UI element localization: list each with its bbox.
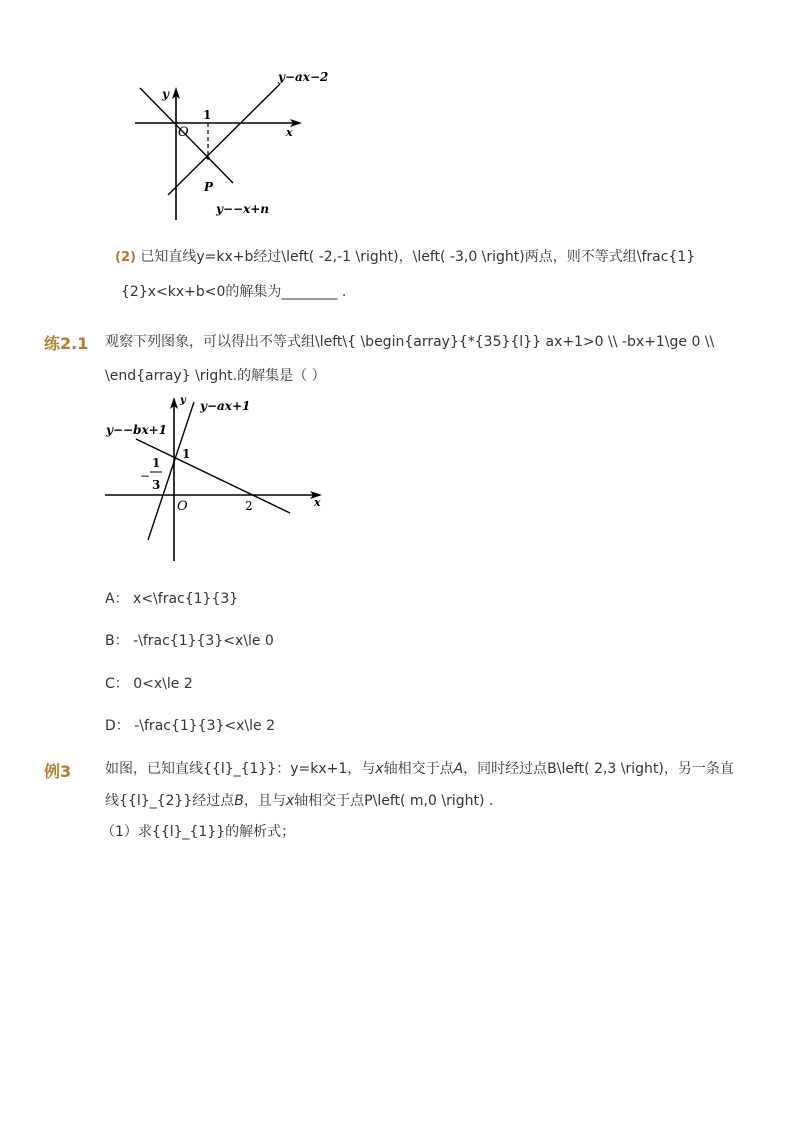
figure-1-x-label: x — [286, 126, 293, 139]
figure-2-frac-num: 1 — [152, 456, 161, 470]
option-b-letter: B： — [105, 633, 129, 649]
q2-line-2: {2}x<kx+b<0的解集为________ . — [121, 284, 347, 300]
example-3-line-1-x: x — [375, 761, 384, 777]
figure-1-line-a-label: y−ax−2 — [278, 70, 329, 84]
option-b[interactable] — [105, 631, 274, 651]
figure-2-x-label: x — [314, 496, 321, 509]
example-3-line-1-b: 轴相交于点 — [383, 761, 454, 777]
figure-1-point-label: P — [204, 180, 214, 194]
figure-2-line-a-label: y−ax+1 — [200, 399, 251, 413]
figure-2-tick-2: 2 — [245, 499, 253, 513]
example-3-line-1 — [105, 759, 734, 779]
example-3-line-1-c: ，同时经过点B\left( 2,3 \right)，另一条直 — [463, 761, 734, 777]
option-d-letter: D： — [105, 718, 130, 734]
option-c-letter: C： — [105, 676, 129, 692]
example-3-line-2-a: 线{{l}_{2}}经过点 — [105, 793, 235, 809]
practice-text-2: \end{array} \right.的解集是（ ） — [105, 368, 326, 384]
figure-1-y-label: y — [162, 87, 169, 101]
option-a-letter: A： — [105, 591, 129, 607]
q2-line-1 — [115, 247, 695, 268]
example-3-line-2 — [105, 791, 493, 811]
option-d-text: -\frac{1}{3}<x\le 2 — [134, 718, 275, 734]
example-3-line-2-b: ，且与 — [243, 793, 286, 809]
figure-2-origin: O — [177, 499, 188, 514]
practice-tag: 练2.1 — [44, 334, 89, 353]
option-d[interactable] — [105, 716, 275, 736]
figure-2-y-label: y — [180, 395, 186, 406]
example-3-line-1-point-a: A — [453, 761, 464, 777]
figure-2-line-b-label: y−−bx+1 — [106, 423, 168, 437]
figure-2-frac-minus: − — [140, 469, 151, 483]
q2-number: (2) — [115, 250, 136, 265]
example-3-sub-1: （1）求{{l}_{1}}的解析式； — [101, 824, 296, 840]
figure-2-frac-den: 3 — [152, 478, 161, 492]
figure-2-tick-1: 1 — [182, 447, 191, 461]
figure-2-graph — [100, 388, 340, 568]
option-c-text: 0<x\le 2 — [133, 676, 193, 692]
figure-1-line-b-label: y−−x+n — [216, 202, 270, 216]
figure-1-tick-1: 1 — [203, 108, 212, 122]
option-c[interactable] — [105, 674, 193, 694]
option-a-text: x<\frac{1}{3} — [133, 591, 239, 607]
example-3-line-1-a: 如图，已知直线{{l}_{1}}：y=kx+1，与 — [105, 761, 376, 777]
figure-1-origin: O — [178, 125, 189, 140]
figure-1-graph — [130, 68, 330, 228]
example-3-line-2-point-b: B — [234, 793, 244, 809]
example-3-line-2-c: 轴相交于点P\left( m,0 \right) . — [294, 793, 494, 809]
q2-text-1: 已知直线y=kx+b经过\left( -2,-1 \right)，\left( -3,0 \right)两点，则不等式组\frac{1} — [140, 249, 696, 265]
option-a[interactable] — [105, 589, 238, 609]
example-3-tag: 例3 — [44, 762, 72, 781]
option-b-text: -\frac{1}{3}<x\le 0 — [133, 633, 274, 649]
practice-text-1: 观察下列图象，可以得出不等式组\left\{ \begin{array}{*{35}{l}} ax+1>0 \\ -bx+1\ge 0 \\ — [105, 334, 715, 350]
example-3-line-2-x: x — [285, 793, 295, 809]
